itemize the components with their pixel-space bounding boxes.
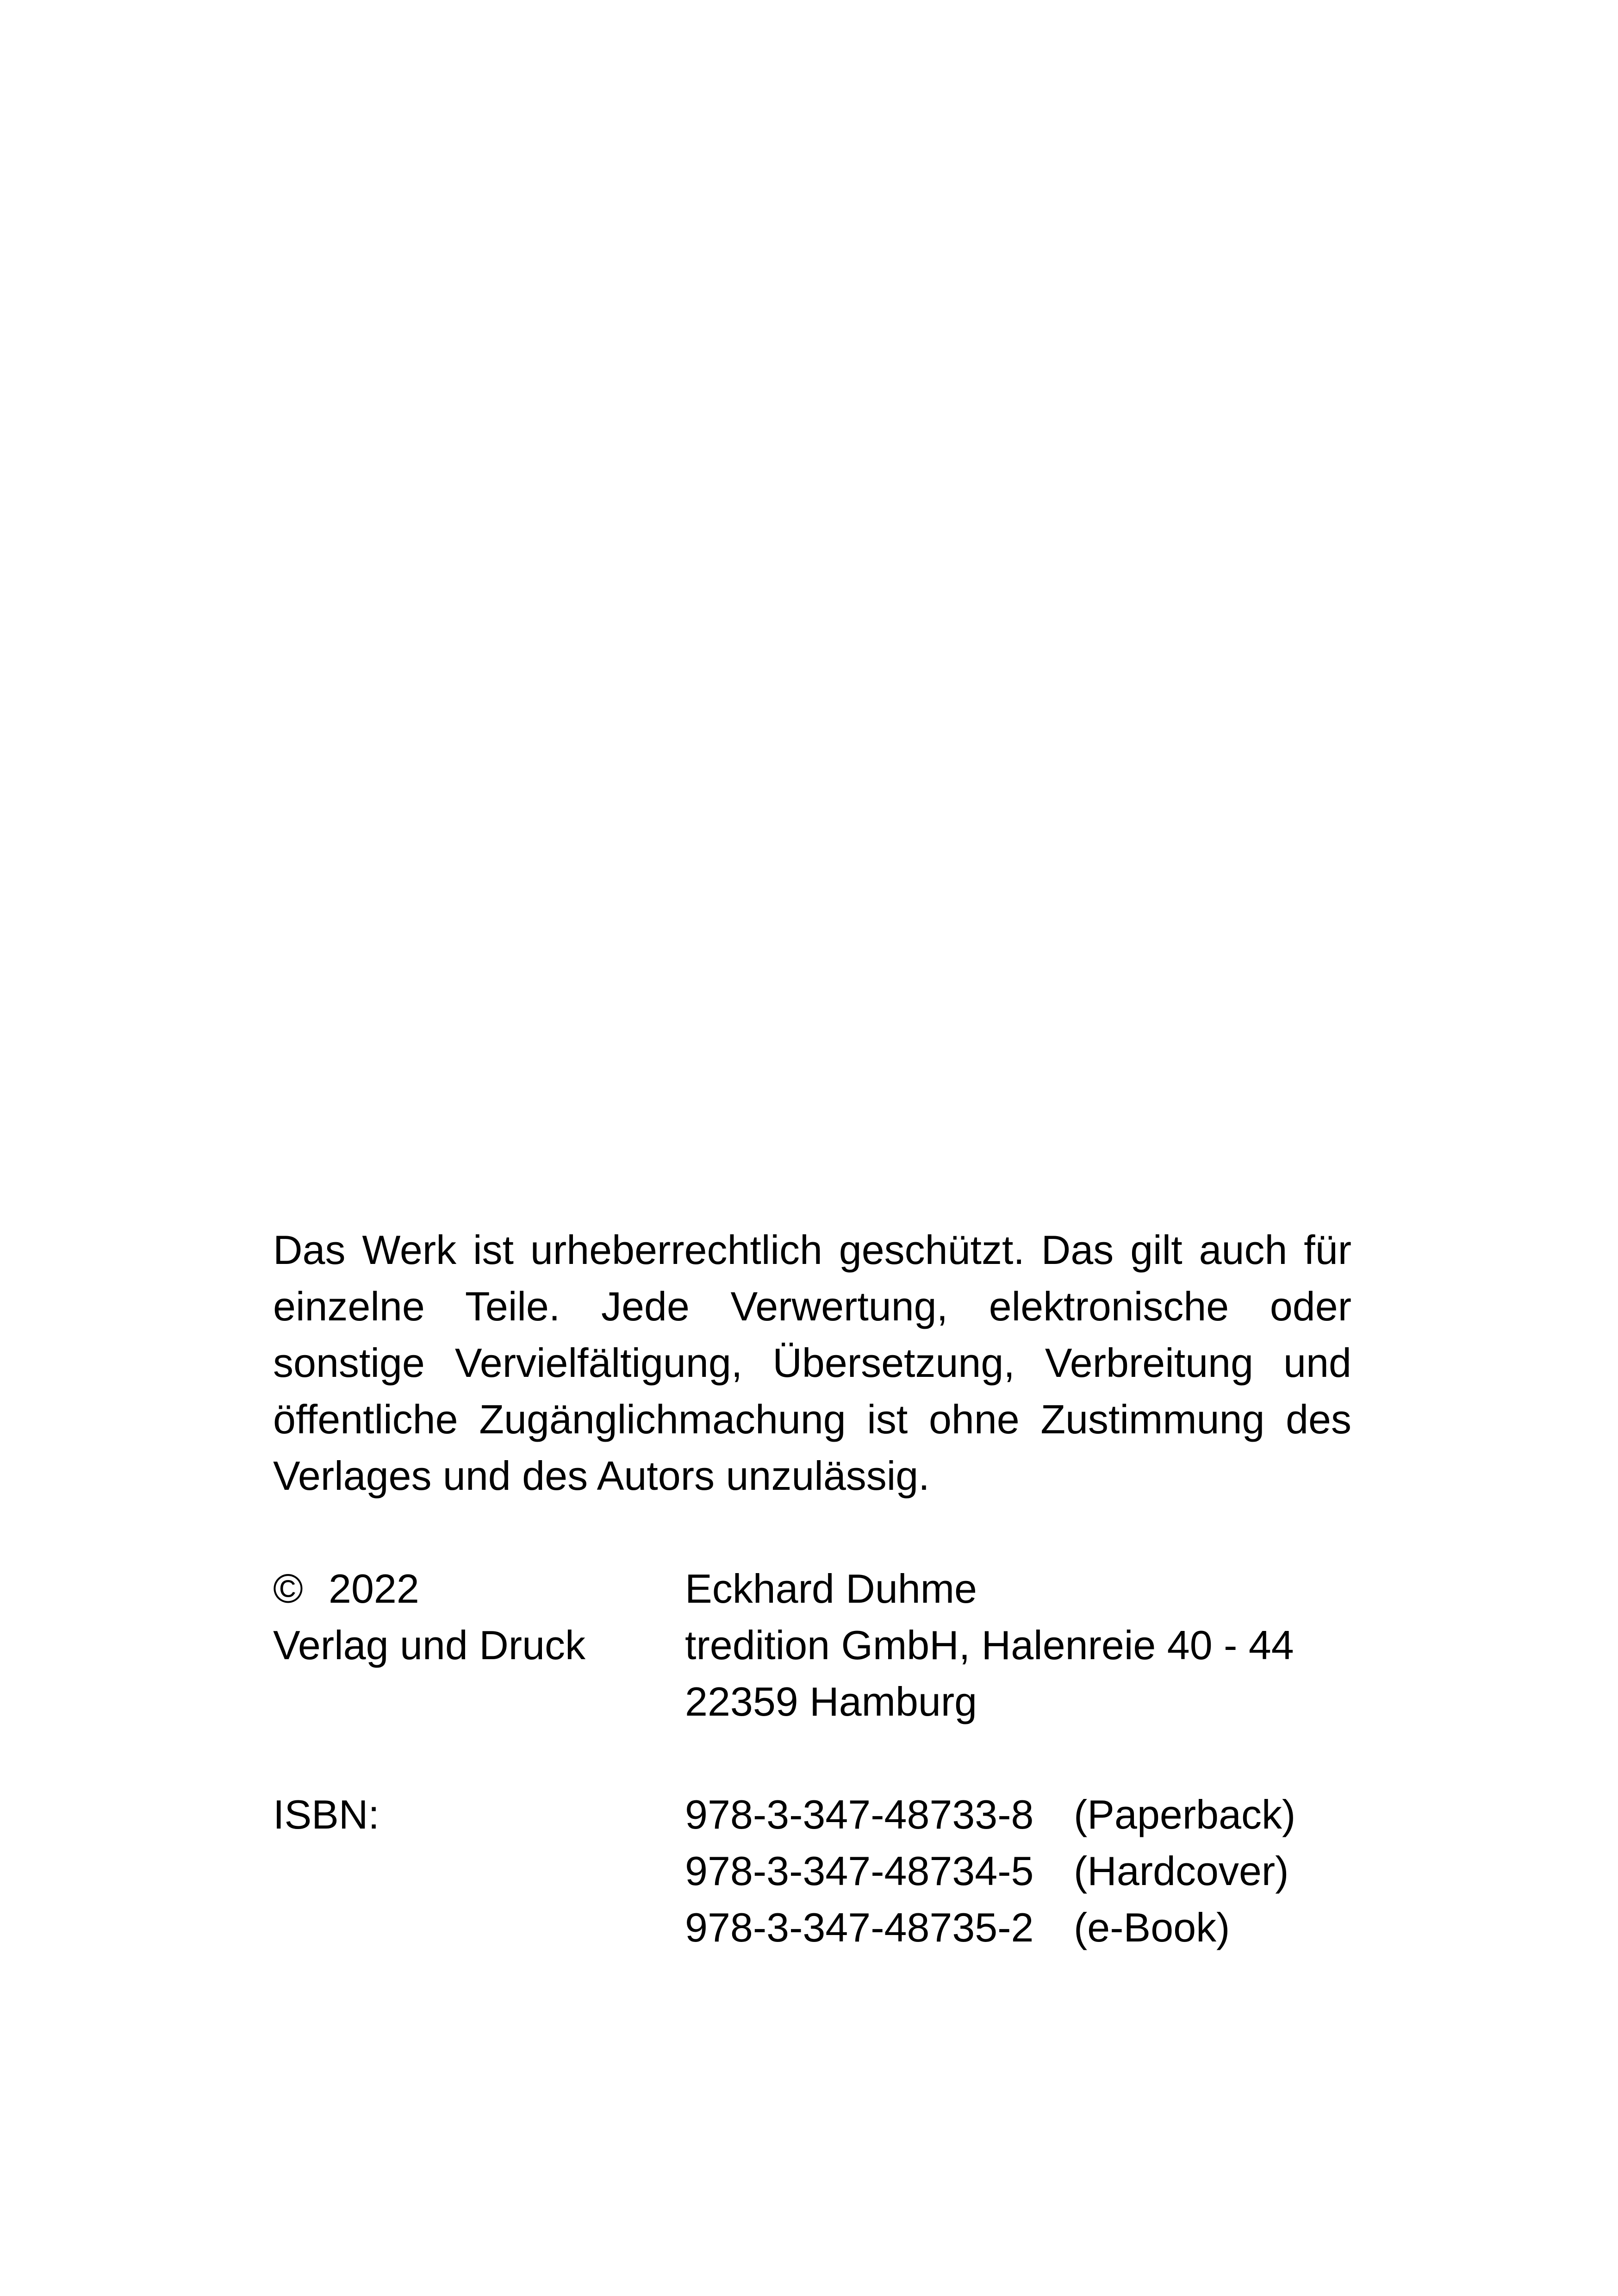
notice-line: Das Werk ist urheberrechtlich geschützt. Das gilt auch für — [273, 1227, 1351, 1273]
isbn-entry — [685, 1899, 1351, 1956]
imprint-block — [273, 1222, 1351, 1956]
isbn-label: ISBN: — [273, 1792, 380, 1837]
isbn-row — [273, 1843, 1351, 1899]
publisher-address-line1: tredition GmbH, Halenreie 40 - 44 — [685, 1622, 1294, 1668]
copyright-row — [273, 1561, 1351, 1617]
notice-line: öffentliche Zugänglichmachung ist ohne Zustimmung des — [273, 1396, 1351, 1442]
copyright-symbol: © — [273, 1566, 303, 1612]
notice-line: Verlages und des Autors unzulässig. — [273, 1453, 930, 1499]
isbn-format: (Paperback) — [1074, 1792, 1296, 1837]
isbn-entry — [685, 1843, 1351, 1899]
isbn-format: (e-Book) — [1074, 1904, 1230, 1950]
spacer — [273, 1504, 1351, 1561]
notice-line: einzelne Teile. Jede Verwertung, elektronische oder — [273, 1283, 1351, 1329]
copyright-year: 2022 — [329, 1566, 419, 1612]
isbn-number: 978-3-347-48734-5 — [685, 1848, 1034, 1894]
copyright-notice — [273, 1222, 1351, 1504]
publisher-row-2 — [273, 1674, 1351, 1730]
publisher-row — [273, 1617, 1351, 1674]
spacer — [273, 1730, 1351, 1786]
isbn-entry — [685, 1786, 1351, 1843]
author-name: Eckhard Duhme — [685, 1566, 977, 1612]
isbn-format: (Hardcover) — [1074, 1848, 1289, 1894]
publisher-label: Verlag und Druck — [273, 1622, 586, 1668]
copyright-label — [273, 1561, 685, 1617]
isbn-number: 978-3-347-48735-2 — [685, 1904, 1034, 1950]
isbn-row — [273, 1786, 1351, 1843]
notice-line: sonstige Vervielfältigung, Übersetzung, Verbreitung und — [273, 1340, 1351, 1386]
isbn-row — [273, 1899, 1351, 1956]
isbn-number: 978-3-347-48733-8 — [685, 1792, 1034, 1837]
publisher-address-line2: 22359 Hamburg — [685, 1679, 977, 1724]
